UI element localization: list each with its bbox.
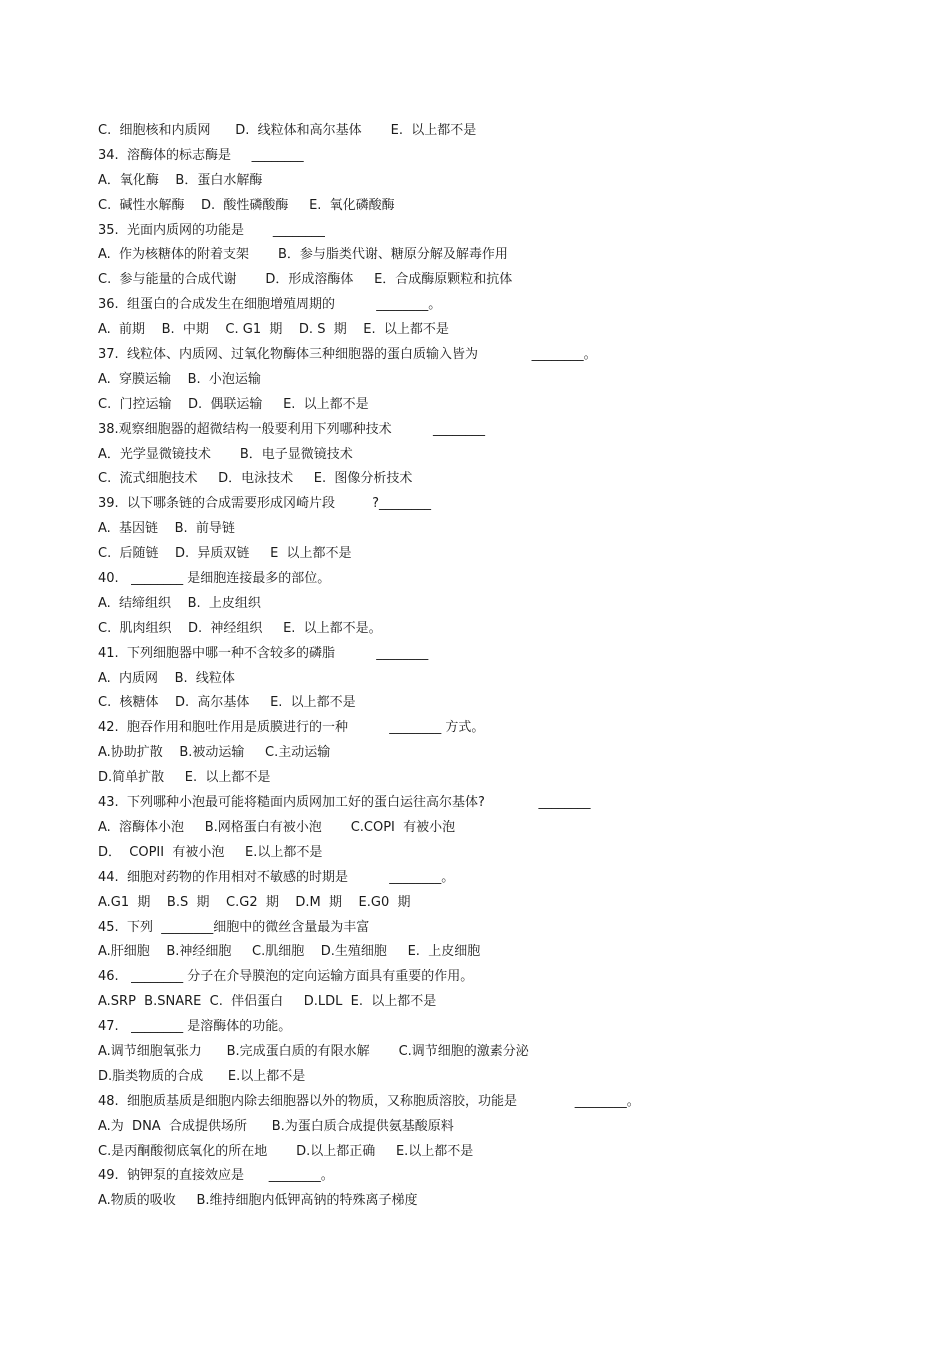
question-46: 46. ________ 分子在介导膜泡的定向运输方面具有重要的作用。 xyxy=(98,969,474,985)
question-44: 44. 细胞对药物的作用相对不敏感的时期是 ________。 xyxy=(98,869,455,885)
question-39: 39. 以下哪条链的合成需要形成冈崎片段 ?________ xyxy=(98,496,432,512)
text-line: A. 溶酶体小泡 B.网格蛋白有被小泡 C.COPI 有被小泡 xyxy=(98,819,456,835)
text-line: A.协助扩散 B.被动运输 C.主动运输 xyxy=(98,745,331,761)
question-40: 40. ________ 是细胞连接最多的部位。 xyxy=(98,571,331,587)
question-37: 37. 线粒体、内质网、过氧化物酶体三种细胞器的蛋白质输入皆为 ________。 xyxy=(98,347,597,363)
text-line: C. 后随链 D. 异质双链 E 以上都不是 xyxy=(98,546,352,562)
text-line: C. 门控运输 D. 偶联运输 E. 以上都不是 xyxy=(98,396,369,412)
text-line: A.调节细胞氧张力 B.完成蛋白质的有限水解 C.调节细胞的激素分泌 xyxy=(98,1043,529,1059)
question-47: 47. ________ 是溶酶体的功能。 xyxy=(98,1019,292,1035)
text-line: A. 结缔组织 B. 上皮组织 xyxy=(98,595,261,611)
text-line: A.肝细胞 B.神经细胞 C.肌细胞 D.生殖细胞 E. 上皮细胞 xyxy=(98,944,481,960)
text-line: C. 碱性水解酶 D. 酸性磷酸酶 E. 氧化磷酸酶 xyxy=(98,197,395,213)
text-line: C. 肌肉组织 D. 神经组织 E. 以上都不是。 xyxy=(98,620,382,636)
question-45: 45. 下列 ________细胞中的微丝含量最为丰富 xyxy=(98,919,370,935)
question-35: 35. 光面内质网的功能是 ________ xyxy=(98,222,325,238)
text-line: A. 基因链 B. 前导链 xyxy=(98,521,235,537)
text-line: A.物质的吸收 B.维持细胞内低钾高钠的特殊离子梯度 xyxy=(98,1193,418,1209)
text-line: A.G1 期 B.S 期 C.G2 期 D.M 期 E.G0 期 xyxy=(98,894,411,910)
text-line: A.为 DNA 合成提供场所 B.为蛋白质合成提供氨基酸原料 xyxy=(98,1118,454,1134)
question-38: 38.观察细胞器的超微结构一般要利用下列哪种技术 ________ xyxy=(98,421,485,437)
text-line: A．光学显微镜技术 B．电子显微镜技术 xyxy=(98,446,353,462)
text-line: A. 前期 B. 中期 C. G1 期 D. S 期 E. 以上都不是 xyxy=(98,322,449,338)
text-line: A. 穿膜运输 B. 小泡运输 xyxy=(98,371,261,387)
question-36: 36. 组蛋白的合成发生在细胞增殖周期的 ________。 xyxy=(98,297,442,313)
text-line: A.SRP B.SNARE C. 伴侣蛋白 D.LDL E. 以上都不是 xyxy=(98,994,437,1010)
text-line: A. 作为核糖体的附着支架 B．参与脂类代谢、糖原分解及解毒作用 xyxy=(98,247,508,263)
text-line: D.简单扩散 E. 以上都不是 xyxy=(98,770,271,786)
text-line: A．氧化酶 B．蛋白水解酶 xyxy=(98,172,263,188)
text-line: C. 细胞核和内质网 D. 线粒体和高尔基体 E. 以上都不是 xyxy=(98,123,477,138)
text-line: D． COPII 有被小泡 E.以上都不是 xyxy=(98,844,323,860)
text-line: C. 核糖体 D. 高尔基体 E. 以上都不是 xyxy=(98,695,356,711)
question-34: 34. 溶酶体的标志酶是 ________ xyxy=(98,147,304,163)
question-42: 42. 胞吞作用和胞吐作用是质膜进行的一种 ________ 方式。 xyxy=(98,720,485,736)
question-48: 48. 细胞质基质是细胞内除去细胞器以外的物质，又称胞质溶胶，功能是 ________。 xyxy=(98,1093,640,1109)
question-list xyxy=(98,119,898,1214)
text-line: C. 流式细胞技术 D．电泳技术 E. 图像分析技术 xyxy=(98,471,413,487)
question-43: 43. 下列哪种小泡最可能将糙面内质网加工好的蛋白运往高尔基体? ________ xyxy=(98,795,591,811)
text-line: C. 参与能量的合成代谢 D．形成溶酶体 E．合成酶原颗粒和抗体 xyxy=(98,272,513,288)
text-line: A. 内质网 B. 线粒体 xyxy=(98,670,235,686)
text-line: D.脂类物质的合成 E.以上都不是 xyxy=(98,1068,306,1084)
question-41: 41. 下列细胞器中哪一种不含较多的磷脂 ________ xyxy=(98,645,429,661)
text-line: C.是丙酮酸彻底氧化的所在地 D.以上都正确 E.以上都不是 xyxy=(98,1143,474,1159)
question-49: 49. 钠钾泵的直接效应是 ________。 xyxy=(98,1168,334,1184)
